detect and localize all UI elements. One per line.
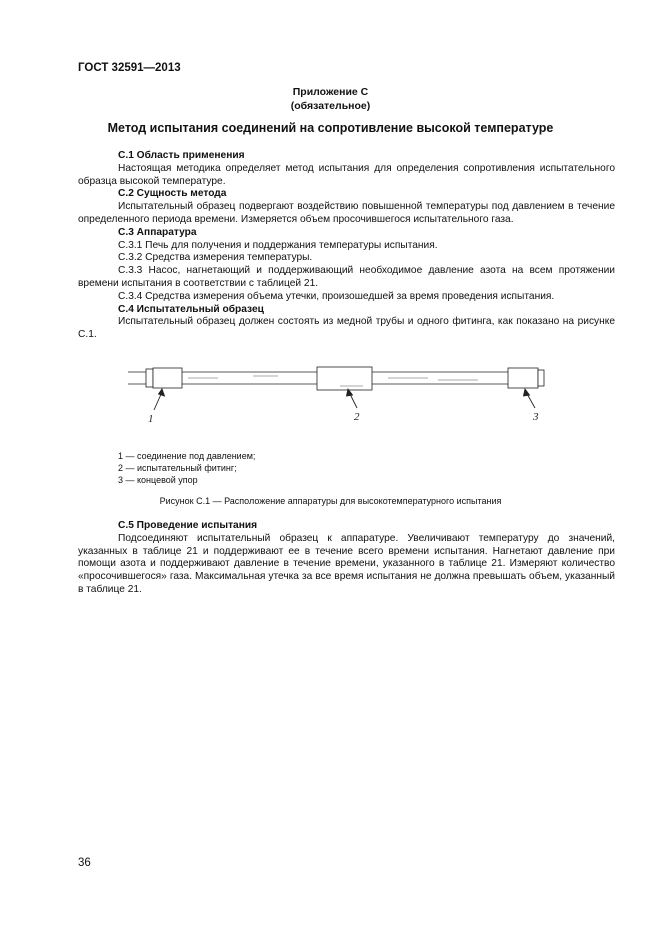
section-heading: С.3 Аппаратура <box>118 226 197 238</box>
legend-item: 1 — соединение под давлением; <box>118 451 256 461</box>
figure-label-1: 1 <box>148 413 154 425</box>
body-text-top <box>78 150 615 342</box>
figure-label-2: 2 <box>354 411 360 423</box>
section-heading: С.5 Проведение испытания <box>118 520 258 531</box>
figure-caption: Рисунок С.1 — Расположение аппаратуры для высокотемпературного испытания <box>159 496 502 506</box>
figure-legend <box>118 450 255 487</box>
arrow-3-head <box>524 389 530 396</box>
section-heading: С.2 Сущность метода <box>118 188 227 200</box>
paragraph: Настоящая методика определяет метод испытания для определения сопротивления испытательного образца высокой температуре. <box>78 162 615 187</box>
section-heading: С.1 Область применения <box>118 150 245 161</box>
page-number: 36 <box>78 857 91 869</box>
paragraph: С.3.4 Средства измерения объема утечки, произошедшей за время проведения испытания. <box>118 290 555 302</box>
test-fitting <box>317 367 372 390</box>
annex-title: Приложение С <box>292 86 369 98</box>
paragraph: С.3.3 Насос, нагнетающий и поддерживающий необходимое давление азота на всем протяжении времени испытания в соответствии с таблицей 21. <box>78 265 615 289</box>
arrow-1-head <box>159 389 165 396</box>
end-stop <box>508 368 544 388</box>
section-heading: С.4 Испытательный образец <box>118 303 264 315</box>
paragraph: Испытательный образец должен состоять из медной трубы и одного фитинга, как показано на рисунке С.1. <box>78 316 615 341</box>
apparatus-figure <box>78 358 615 428</box>
legend-item: 2 — испытательный фитинг; <box>118 463 237 474</box>
figure-label-3: 3 <box>533 411 539 423</box>
paragraph: С.3.2 Средства измерения температуры. <box>118 252 313 264</box>
paragraph: Испытательный образец подвергают воздействию повышенной температуры под давлением в течение определенного периода времени. Измеряется объем просочившегося испытательного газа. <box>78 201 615 225</box>
paragraph: Подсоединяют испытательный образец к аппаратуре. Увеличивают температуру до значений, указанных в таблице 21 и поддерживают ее в течение всего времени испытания. Нагнетают давление при помощи азота и поддерживают давление в течение времени, указанного в таблице 21. Измеряют количество «просочившегося» газа. Максимальная утечка за все время испытания не должна превышать объем, указанный в таблице 21. <box>78 532 615 595</box>
appendix-heading: Метод испытания соединений на сопротивление высокой температуре <box>107 121 554 135</box>
pressure-connection <box>146 368 182 388</box>
body-text-bottom <box>78 520 615 597</box>
paragraph: С.3.1 Печь для получения и поддержания температуры испытания. <box>118 239 438 251</box>
legend-item: 3 — концевой упор <box>118 475 198 486</box>
annex-status: (обязательное) <box>290 100 371 112</box>
document-code: ГОСТ 32591—2013 <box>78 62 181 74</box>
